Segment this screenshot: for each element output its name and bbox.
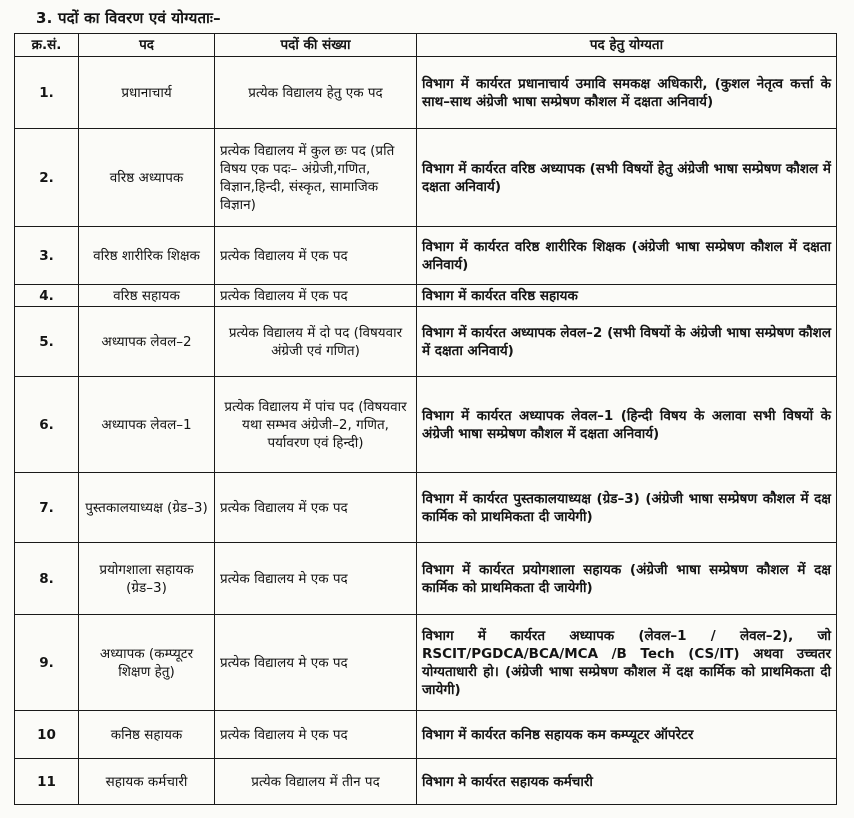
qualification-cell: विभाग में कार्यरत कनिष्ठ सहायक कम कम्प्यूटर ऑपरेटर <box>417 711 837 759</box>
qualification-cell: विभाग में कार्यरत अध्यापक (लेवल–1 / लेवल–2), जो RSCIT/PGDCA/BCA/MCA /B Tech (CS/IT) अथवा उच्चतर योग्यताधारी हो। (अंग्रेजी भाषा सम्प्रेषण कौशल में दक्ष कार्मिक को प्राथमिकता दी जायेगी) <box>417 615 837 711</box>
count-cell: प्रत्येक विद्यालय में तीन पद <box>215 759 417 805</box>
serial-cell: 6. <box>15 377 79 473</box>
serial-cell: 2. <box>15 129 79 227</box>
header-qualification: पद हेतु योग्यता <box>417 34 837 57</box>
table-row <box>15 307 837 377</box>
table-row <box>15 711 837 759</box>
qualification-cell: विभाग मे कार्यरत सहायक कर्मचारी <box>417 759 837 805</box>
post-cell: वरिष्ठ अध्यापक <box>79 129 215 227</box>
post-cell: अध्यापक लेवल–2 <box>79 307 215 377</box>
post-cell: अध्यापक लेवल–1 <box>79 377 215 473</box>
post-cell: कनिष्ठ सहायक <box>79 711 215 759</box>
table-row <box>15 129 837 227</box>
header-serial: क्र.सं. <box>15 34 79 57</box>
post-cell: प्रधानाचार्य <box>79 57 215 129</box>
table-row <box>15 285 837 307</box>
serial-cell: 4. <box>15 285 79 307</box>
count-cell: प्रत्येक विद्यालय मे एक पद <box>215 543 417 615</box>
serial-cell: 8. <box>15 543 79 615</box>
count-cell: प्रत्येक विद्यालय हेतु एक पद <box>215 57 417 129</box>
count-cell: प्रत्येक विद्यालय में दो पद (विषयवार अंग्रेजी एवं गणित) <box>215 307 417 377</box>
table-row <box>15 377 837 473</box>
count-cell: प्रत्येक विद्यालय में पांच पद (विषयवार यथा सम्भव अंग्रेजी–2, गणित, पर्यावरण एवं हिन्दी) <box>215 377 417 473</box>
count-cell: प्रत्येक विद्यालय में एक पद <box>215 227 417 285</box>
serial-cell: 1. <box>15 57 79 129</box>
serial-cell: 3. <box>15 227 79 285</box>
post-cell: प्रयोगशाला सहायक (ग्रेड–3) <box>79 543 215 615</box>
serial-cell: 7. <box>15 473 79 543</box>
qualification-cell: विभाग में कार्यरत अध्यापक लेवल–1 (हिन्दी विषय के अलावा सभी विषयों के अंग्रेजी भाषा सम्प्रेषण कौशल में दक्षता अनिवार्य) <box>417 377 837 473</box>
count-cell: प्रत्येक विद्यालय में एक पद <box>215 285 417 307</box>
post-cell: पुस्तकालयाध्यक्ष (ग्रेड–3) <box>79 473 215 543</box>
serial-cell: 10 <box>15 711 79 759</box>
serial-cell: 11 <box>15 759 79 805</box>
post-cell: सहायक कर्मचारी <box>79 759 215 805</box>
post-cell: वरिष्ठ शारीरिक शिक्षक <box>79 227 215 285</box>
qualification-cell: विभाग में कार्यरत अध्यापक लेवल–2 (सभी विषयों के अंग्रेजी भाषा सम्प्रेषण कौशल में दक्षता अनिवार्य) <box>417 307 837 377</box>
post-cell: अध्यापक (कम्प्यूटर शिक्षण हेतु) <box>79 615 215 711</box>
count-cell: प्रत्येक विद्यालय मे एक पद <box>215 711 417 759</box>
qualification-cell: विभाग में कार्यरत वरिष्ठ अध्यापक (सभी विषयों हेतु अंग्रेजी भाषा सम्प्रेषण कौशल में दक्षता अनिवार्य) <box>417 129 837 227</box>
qualification-cell: विभाग में कार्यरत वरिष्ठ शारीरिक शिक्षक (अंग्रेजी भाषा सम्प्रेषण कौशल में दक्षता अनिवार्य) <box>417 227 837 285</box>
qualification-cell: विभाग में कार्यरत प्रयोगशाला सहायक (अंग्रेजी भाषा सम्प्रेषण कौशल में दक्ष कार्मिक को प्राथमिकता दी जायेगी) <box>417 543 837 615</box>
header-count: पदों की संख्या <box>215 34 417 57</box>
table-row <box>15 615 837 711</box>
qualification-cell: विभाग में कार्यरत वरिष्ठ सहायक <box>417 285 837 307</box>
posts-table <box>14 33 837 805</box>
count-cell: प्रत्येक विद्यालय में एक पद <box>215 473 417 543</box>
table-header-row <box>15 34 837 57</box>
section-heading: 3. पदों का विवरण एवं योग्यताः– <box>36 9 221 27</box>
serial-cell: 5. <box>15 307 79 377</box>
post-cell: वरिष्ठ सहायक <box>79 285 215 307</box>
table-row <box>15 759 837 805</box>
table-row <box>15 227 837 285</box>
header-post: पद <box>79 34 215 57</box>
qualification-cell: विभाग में कार्यरत पुस्तकालयाध्यक्ष (ग्रेड–3) (अंग्रेजी भाषा सम्प्रेषण कौशल में दक्ष कार्मिक को प्राथमिकता दी जायेगी) <box>417 473 837 543</box>
table-row <box>15 473 837 543</box>
table-row <box>15 543 837 615</box>
count-cell: प्रत्येक विद्यालय मे एक पद <box>215 615 417 711</box>
table-row <box>15 57 837 129</box>
serial-cell: 9. <box>15 615 79 711</box>
count-cell: प्रत्येक विद्यालय में कुल छः पद (प्रति विषय एक पदः– अंग्रेजी,गणित, विज्ञान,हिन्दी, संस्कृत, सामाजिक विज्ञान) <box>215 129 417 227</box>
qualification-cell: विभाग में कार्यरत प्रधानाचार्य उमावि समकक्ष अधिकारी, (कुशल नेतृत्व कर्त्ता के साथ–साथ अंग्रेजी भाषा सम्प्रेषण कौशल में दक्षता अनिवार्य) <box>417 57 837 129</box>
